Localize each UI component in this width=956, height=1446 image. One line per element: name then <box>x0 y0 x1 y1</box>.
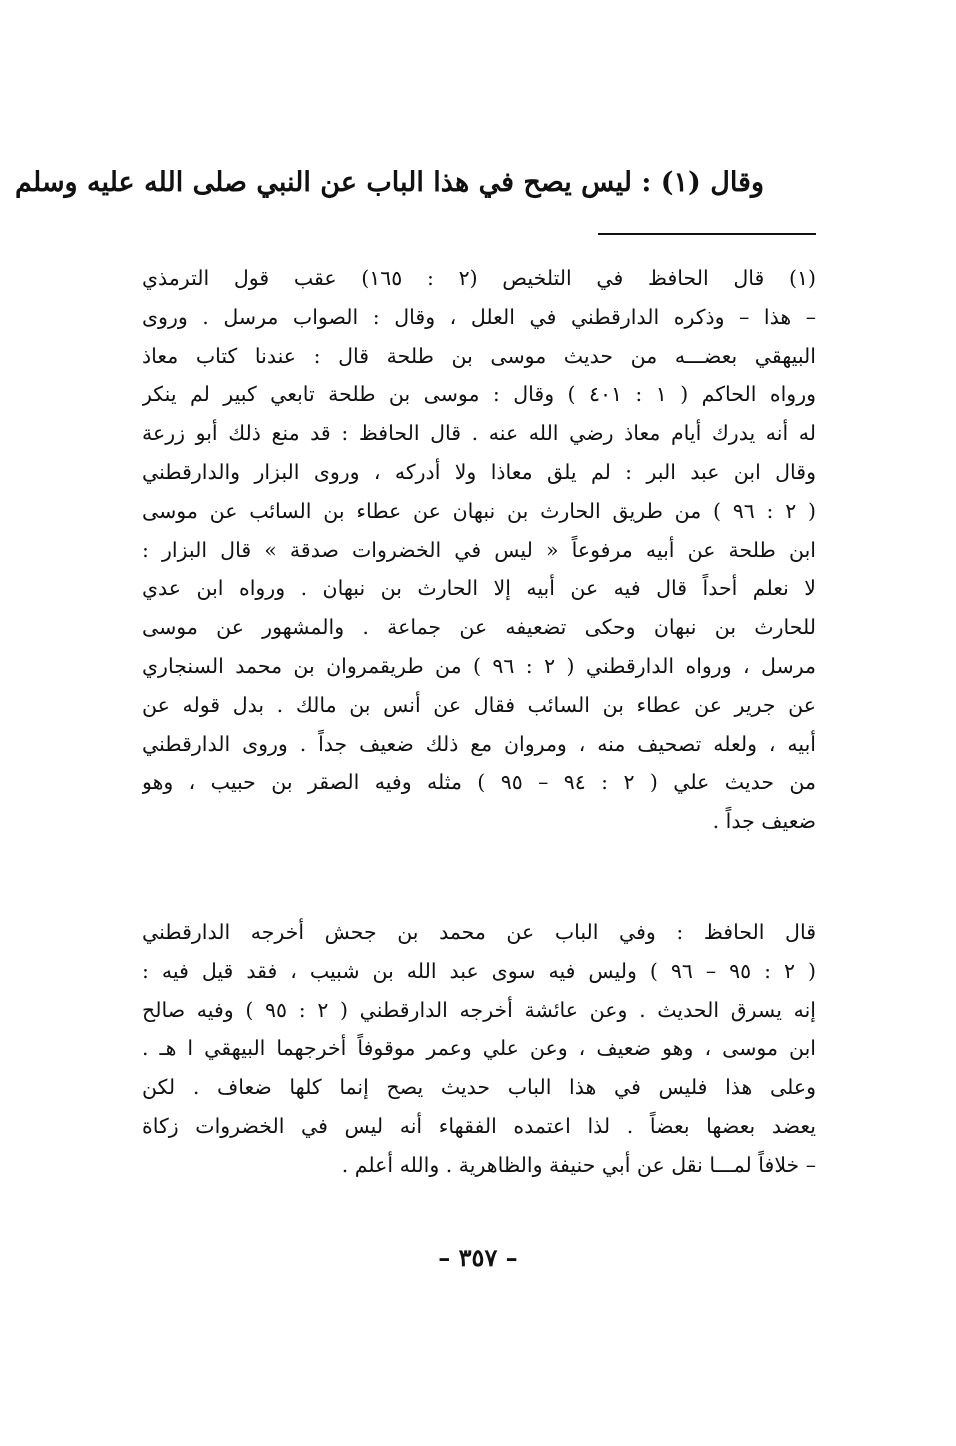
footnote-line: قال الحافظ : وفي الباب عن محمد بن جحش أخرجه الدارقطني <box>142 920 816 944</box>
footnote-line: من حديث علي ( ٢ : ٩٤ – ٩٥ ) مثله وفيه الصقر بن حبيب ، وهو <box>142 770 816 795</box>
footnote-line: ابن طلحة عن أبيه مرفوعاً « ليس في الخضروات صدقة » قال البزار : <box>142 537 816 562</box>
footnote-line: يعضد بعضها بعضاً . لذا اعتمده الفقهاء أنه ليس في الخضروات زكاة <box>142 1113 816 1138</box>
footnote-line: له أنه يدرك أيام معاذ رضي الله عنه . قال الحافظ : قد منع ذلك أبو زرعة <box>142 421 816 446</box>
footnote-block-1 <box>142 259 816 841</box>
footnote-line: ورواه الحاكم ( ١ : ٤٠١ ) وقال : موسى بن طلحة تابعي كبير لم ينكر <box>142 382 816 407</box>
footnote-line: ( ٢ : ٩٥ – ٩٦ ) وليس فيه سوى عبد الله بن شبيب ، فقد قيل فيه : <box>142 958 816 983</box>
footnote-line: أبيه ، ولعله تصحيف منه ، ومروان مع ذلك ضعيف جداً . وروى الدارقطني <box>142 731 816 756</box>
footnote-line: مرسل ، ورواه الدارقطني ( ٢ : ٩٦ ) من طريقمروان بن محمد السنجاري <box>142 653 816 678</box>
footnote-line: وقال ابن عبد البر : لم يلق معاذا ولا أدركه ، وروى البزار والدارقطني <box>142 459 816 484</box>
main-text-line: وقال (١) : ليس يصح في هذا الباب عن النبي صلى الله عليه وسلم <box>15 167 764 198</box>
page-number: – ٣٥٧ – <box>438 1243 518 1272</box>
footnote-line: إنه يسرق الحديث . وعن عائشة أخرجه الدارقطني ( ٢ : ٩٥ ) وفيه صالح <box>142 997 816 1022</box>
footnote-line: للحارث بن نبهان وحكى تضعيفه عن جماعة . والمشهور عن موسى <box>142 615 816 640</box>
footnote-line: عن جرير عن عطاء بن السائب فقال عن أنس بن مالك . بدل قوله عن <box>142 692 816 717</box>
footnote-line: ضعيف جداً . <box>712 809 816 834</box>
footnote-line: – هذا – وذكره الدارقطني في العلل ، وقال : الصواب مرسل . وروى <box>142 304 816 329</box>
footnote-line: وعلى هذا فليس في هذا الباب حديث يصح إنما كلها ضعاف . لكن <box>142 1075 816 1100</box>
footnote-separator <box>598 233 816 235</box>
footnote-line: ( ٢ : ٩٦ ) من طريق الحارث بن نبهان عن عطاء بن السائب عن موسى <box>142 498 816 523</box>
footnote-line: – خلافاً لمـــا نقل عن أبي حنيفة والظاهرية . والله أعلم . <box>341 1152 816 1177</box>
footnote-block-2 <box>142 913 816 1185</box>
footnote-line: (١) قال الحافظ في التلخيص (٢ : ١٦٥) عقب قول الترمذي <box>142 266 816 290</box>
footnote-line: البيهقي بعضـــه من حديث موسى بن طلحة قال : عندنا كتاب معاذ <box>142 343 816 368</box>
footnote-line: لا نعلم أحداً قال فيه عن أبيه إلا الحارث بن نبهان . ورواه ابن عدي <box>142 576 816 601</box>
footnote-line: ابن موسى ، وهو ضعيف ، وعن علي وعمر موقوفاً أخرجهما البيهقي ا هـ . <box>142 1036 816 1061</box>
